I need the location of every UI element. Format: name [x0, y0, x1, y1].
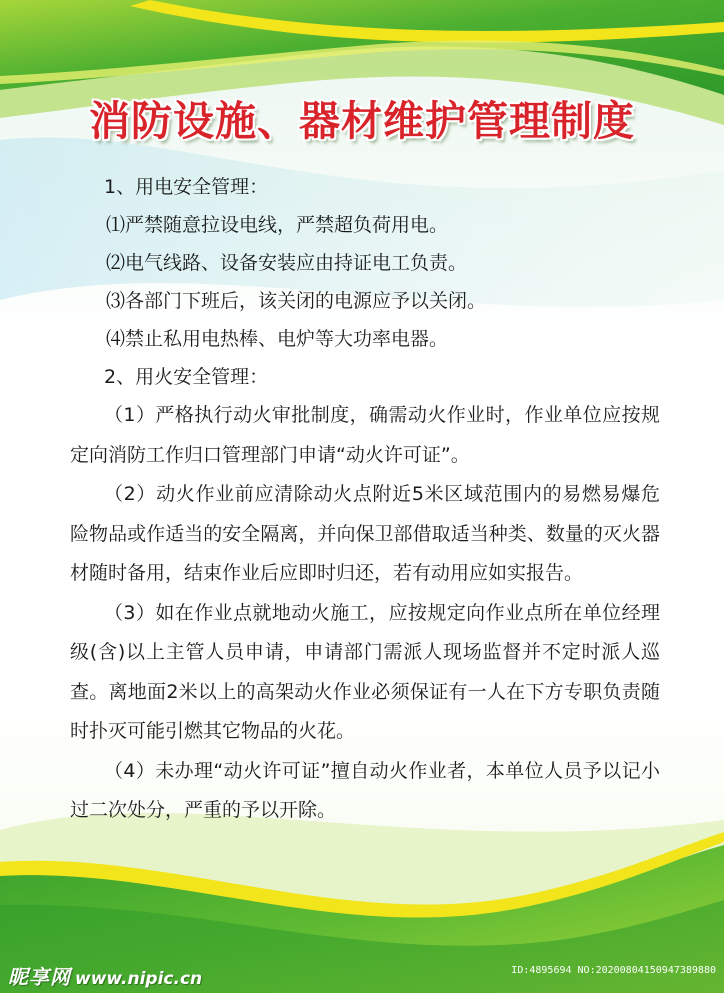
watermark-id: ID:4895694 NO:20200804150947389880	[511, 965, 716, 976]
section-1-item: ⑵电气线路、设备安装应由持证电工负责。	[106, 252, 468, 274]
section-1-heading: 1、用电安全管理：	[104, 176, 269, 198]
watermark-url: www.nipic.cn	[75, 969, 203, 989]
section-2-paragraph-text: （4）未办理“动火许可证”擅自动火作业者，本单位人员予以记小过二次处分，严重的予以开除。	[70, 759, 660, 821]
watermark-logo	[8, 961, 202, 990]
section-2-paragraph-text: （2）动火作业前应清除动火点附近5米区域范围内的易燃易爆危险物品或作适当的安全隔离，并向保卫部借取适当种类、数量的灭火器材随时备用，结束作业后应即时归还，若有动用应如实报告。	[70, 483, 660, 584]
section-2-paragraph	[70, 752, 660, 831]
section-2-heading: 2、用火安全管理：	[104, 366, 269, 388]
section-2-paragraph-text: （1）严格执行动火审批制度，确需动火作业时，作业单位应按规定向消防工作归口管理部门申请“动火许可证”。	[70, 404, 660, 466]
watermark-logo-text: 昵享网	[8, 965, 71, 989]
section-2-paragraph	[70, 475, 660, 594]
section-2-paragraph	[70, 396, 660, 475]
section-2-paragraph-text: （3）如在作业点就地动火施工，应按规定向作业点所在单位经理级(含)以上主管人员申请，申请部门需派人现场监督并不定时派人巡查。离地面2米以上的高架动火作业必须保证有一人在下方专职负责随时扑灭可能引燃其它物品的火花。	[70, 601, 660, 742]
page-title: 消防设施、器材维护管理制度	[89, 97, 635, 145]
section-1-item: ⑴严禁随意拉设电线，严禁超负荷用电。	[106, 214, 449, 236]
regulation-body	[70, 168, 660, 831]
section-1-item: ⑶各部门下班后，该关闭的电源应予以关闭。	[106, 290, 487, 312]
section-1-item: ⑷禁止私用电热棒、电炉等大功率电器。	[106, 328, 449, 350]
section-2-paragraph	[70, 594, 660, 752]
